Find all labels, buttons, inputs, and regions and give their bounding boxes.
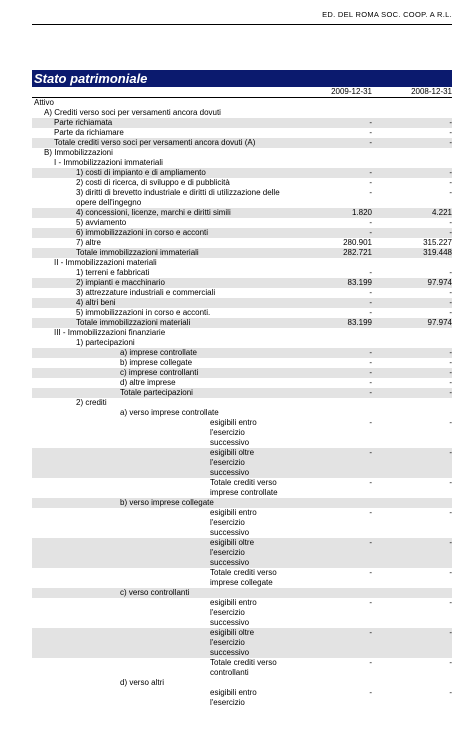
table-row [32, 478, 452, 498]
value-2008: - [374, 228, 452, 238]
value-2009: - [369, 688, 372, 697]
table-row [32, 588, 452, 598]
row-label: c) imprese controllanti [120, 368, 199, 377]
table-row [32, 108, 452, 118]
row-label-cell [32, 188, 290, 208]
row-label: 5) immobilizzazioni in corso e acconti. [76, 308, 211, 317]
value-2008: 319.448 [374, 248, 452, 258]
table-row [32, 598, 452, 628]
value-2009: - [369, 268, 372, 277]
row-label: Totale immobilizzazioni immateriali [76, 248, 199, 257]
row-label-cell [32, 418, 290, 448]
table-row [32, 688, 452, 708]
table-row [32, 148, 452, 158]
value-2009: - [290, 298, 374, 308]
value-2009: - [369, 308, 372, 317]
section-title: Stato patrimoniale [32, 70, 452, 87]
table-row [32, 258, 452, 268]
row-label-cell [32, 688, 290, 708]
value-2008: - [449, 288, 452, 297]
value-2009: - [290, 388, 374, 398]
row-label-cell [32, 338, 290, 348]
row-label: a) verso imprese controllate [120, 408, 219, 417]
value-2009 [290, 338, 374, 348]
table-row [32, 248, 452, 258]
row-label: 4) concessioni, licenze, marchi e diritti simili [76, 208, 231, 217]
value-2008 [374, 398, 452, 408]
table-row [32, 338, 452, 348]
row-label: B) Immobilizzazioni [44, 148, 113, 157]
value-2009: - [369, 478, 372, 487]
value-2008: 315.227 [423, 238, 452, 247]
column-header-2008: 2008-12-31 [374, 87, 452, 98]
row-label-cell [32, 658, 290, 678]
table-row [32, 498, 452, 508]
row-label-cell [32, 678, 290, 688]
value-2009: - [290, 348, 374, 358]
value-2009: - [290, 118, 374, 128]
value-2008: - [374, 538, 452, 568]
row-label: 3) diritti di brevetto industriale e diritti di utilizzazione delle opere dell'ingegno [76, 188, 280, 207]
table-row [32, 318, 452, 328]
value-2009 [290, 98, 374, 109]
row-label-cell [32, 498, 290, 508]
row-label: esigibili oltre l'esercizio successivo [210, 628, 255, 657]
row-label-cell [32, 318, 290, 328]
value-2009: 282.721 [290, 248, 374, 258]
table-row [32, 228, 452, 238]
row-label: esigibili entro l'esercizio successivo [210, 418, 257, 447]
row-label-cell [32, 398, 290, 408]
row-label: Parte richiamata [54, 118, 113, 127]
row-label-cell [32, 128, 290, 138]
row-label: 1) terreni e fabbricati [76, 268, 150, 277]
row-label-cell [32, 268, 290, 278]
value-2008: 97.974 [374, 278, 452, 288]
value-2009: - [290, 538, 374, 568]
value-2009: - [290, 168, 374, 178]
value-2008 [374, 328, 452, 338]
value-2008: 97.974 [374, 318, 452, 328]
table-row [32, 158, 452, 168]
value-2008 [374, 678, 452, 688]
row-label-cell [32, 238, 290, 248]
column-header-2009: 2009-12-31 [290, 87, 374, 98]
row-label: esigibili entro l'esercizio successivo [210, 598, 257, 627]
value-2009: - [369, 508, 372, 517]
row-label-cell [32, 138, 290, 148]
row-label-cell [32, 358, 290, 368]
table-row [32, 398, 452, 408]
value-2009: 280.901 [343, 238, 372, 247]
table-row [32, 538, 452, 568]
value-2008 [374, 98, 452, 109]
value-2009: - [369, 218, 372, 227]
value-2009: - [369, 658, 372, 667]
row-label: 3) attrezzature industriali e commerciali [76, 288, 216, 297]
table-row [32, 168, 452, 178]
table-row [32, 118, 452, 128]
table-row [32, 268, 452, 278]
table-row [32, 368, 452, 378]
row-label-cell [32, 538, 290, 568]
value-2009: - [290, 138, 374, 148]
value-2008: - [449, 688, 452, 697]
row-label: Attivo [34, 98, 55, 107]
row-label-cell [32, 118, 290, 128]
row-label-cell [32, 158, 290, 168]
row-label: Totale immobilizzazioni materiali [76, 318, 191, 327]
value-2009: - [369, 358, 372, 367]
value-2009: - [290, 228, 374, 238]
value-2008 [374, 338, 452, 348]
row-label: 2) impianti e macchinario [76, 278, 165, 287]
value-2008: - [374, 348, 452, 358]
value-2008 [374, 498, 452, 508]
row-label: c) verso controllanti [120, 588, 190, 597]
row-label-cell [32, 178, 290, 188]
row-label: A) Crediti verso soci per versamenti ancora dovuti [44, 108, 221, 117]
value-2009: - [369, 178, 372, 187]
value-2008: - [374, 388, 452, 398]
row-label: Totale partecipazioni [120, 388, 193, 397]
table-row [32, 448, 452, 478]
balance-sheet-table [32, 87, 452, 708]
value-2008 [374, 408, 452, 418]
header-rule [32, 24, 452, 25]
row-label-cell [32, 228, 290, 238]
row-label-cell [32, 508, 290, 538]
value-2008 [374, 158, 452, 168]
row-label: 2) costi di ricerca, di sviluppo e di pubblicità [76, 178, 230, 187]
table-row [32, 388, 452, 398]
table-row [32, 308, 452, 318]
table-row [32, 628, 452, 658]
row-label: d) verso altri [120, 678, 165, 687]
row-label: Totale crediti verso controllanti [210, 658, 277, 677]
value-2009: 1.820 [290, 208, 374, 218]
row-label: 5) avviamento [76, 218, 127, 227]
value-2008: - [374, 138, 452, 148]
value-2008 [374, 108, 452, 118]
value-2009 [290, 328, 374, 338]
row-label-cell [32, 368, 290, 378]
value-2008: - [449, 378, 452, 387]
row-label-cell [32, 218, 290, 228]
row-label-cell [32, 278, 290, 288]
value-2009 [290, 678, 374, 688]
row-label: Totale crediti verso imprese controllate [210, 478, 278, 497]
value-2008: - [449, 598, 452, 607]
row-label-cell [32, 348, 290, 358]
header-label-cell [32, 87, 290, 98]
row-label-cell [32, 328, 290, 338]
value-2009 [290, 158, 374, 168]
table-row [32, 238, 452, 248]
row-label: a) imprese controllate [120, 348, 197, 357]
value-2009 [290, 398, 374, 408]
row-label-cell [32, 378, 290, 388]
value-2008: - [449, 188, 452, 197]
row-label: Totale crediti verso soci per versamenti ancora dovuti (A) [54, 138, 256, 147]
row-label: b) imprese collegate [120, 358, 193, 367]
value-2008: - [449, 508, 452, 517]
row-label-cell [32, 208, 290, 218]
row-label-cell [32, 448, 290, 478]
table-row [32, 178, 452, 188]
table-row [32, 678, 452, 688]
value-2008: - [374, 448, 452, 478]
value-2009: - [290, 448, 374, 478]
row-label-cell [32, 148, 290, 158]
value-2008: - [374, 118, 452, 128]
row-label: esigibili oltre l'esercizio successivo [210, 448, 255, 477]
row-label-cell [32, 98, 290, 109]
value-2008 [374, 258, 452, 268]
value-2009 [290, 498, 374, 508]
table-row [32, 358, 452, 368]
row-label-cell [32, 248, 290, 258]
value-2009: 83.199 [290, 318, 374, 328]
row-label: d) altre imprese [120, 378, 176, 387]
value-2008: - [449, 178, 452, 187]
value-2008: - [374, 628, 452, 658]
row-label: esigibili entro l'esercizio [210, 688, 257, 707]
row-label: 7) altre [76, 238, 101, 247]
value-2009: - [290, 628, 374, 658]
value-2009: 83.199 [290, 278, 374, 288]
row-label-cell [32, 478, 290, 498]
row-label-cell [32, 588, 290, 598]
value-2008 [374, 588, 452, 598]
value-2008: - [449, 218, 452, 227]
table-row [32, 418, 452, 448]
row-label: esigibili oltre l'esercizio successivo [210, 538, 255, 567]
value-2008: - [374, 168, 452, 178]
value-2008: - [374, 298, 452, 308]
value-2008: - [449, 308, 452, 317]
row-label: 6) immobilizzazioni in corso e acconti [76, 228, 209, 237]
value-2009 [290, 108, 374, 118]
table-row [32, 128, 452, 138]
value-2009: - [290, 368, 374, 378]
row-label-cell [32, 388, 290, 398]
value-2008: - [449, 418, 452, 427]
table-row [32, 188, 452, 208]
row-label: b) verso imprese collegate [120, 498, 214, 507]
row-label-cell [32, 288, 290, 298]
row-label-cell [32, 298, 290, 308]
row-label: II - Immobilizzazioni materiali [54, 258, 157, 267]
table-row [32, 328, 452, 338]
row-label: 4) altri beni [76, 298, 116, 307]
row-label: I - Immobilizzazioni immateriali [54, 158, 163, 167]
row-label-cell [32, 628, 290, 658]
row-label: III - Immobilizzazioni finanziarie [54, 328, 166, 337]
value-2009: - [369, 378, 372, 387]
row-label: Totale crediti verso imprese collegate [210, 568, 277, 587]
row-label: 1) costi di impianto e di ampliamento [76, 168, 206, 177]
table-row [32, 508, 452, 538]
table-header-row [32, 87, 452, 98]
value-2008: - [449, 268, 452, 277]
value-2009 [290, 588, 374, 598]
row-label: 1) partecipazioni [76, 338, 135, 347]
row-label-cell [32, 308, 290, 318]
row-label-cell [32, 598, 290, 628]
table-row [32, 288, 452, 298]
value-2008 [374, 148, 452, 158]
row-label-cell [32, 408, 290, 418]
table-row [32, 568, 452, 588]
table-row [32, 408, 452, 418]
value-2008: - [449, 358, 452, 367]
table-row [32, 278, 452, 288]
row-label-cell [32, 168, 290, 178]
value-2009: - [369, 288, 372, 297]
value-2009: - [369, 598, 372, 607]
table-row [32, 138, 452, 148]
value-2009 [290, 258, 374, 268]
table-row [32, 348, 452, 358]
row-label-cell [32, 108, 290, 118]
row-label: Parte da richiamare [54, 128, 124, 137]
value-2009 [290, 408, 374, 418]
value-2008: - [449, 478, 452, 487]
row-label: esigibili entro l'esercizio successivo [210, 508, 257, 537]
value-2008: - [449, 128, 452, 137]
row-label: 2) crediti [76, 398, 107, 407]
row-label-cell [32, 568, 290, 588]
value-2008: 4.221 [374, 208, 452, 218]
table-row [32, 658, 452, 678]
company-name: ED. DEL ROMA SOC. COOP. A R.L. [322, 10, 452, 19]
value-2009: - [369, 188, 372, 197]
table-row [32, 208, 452, 218]
value-2008: - [449, 658, 452, 667]
value-2008: - [374, 368, 452, 378]
value-2009: - [369, 418, 372, 427]
value-2008: - [449, 568, 452, 577]
table-row [32, 298, 452, 308]
value-2009 [290, 148, 374, 158]
row-label-cell [32, 258, 290, 268]
value-2009: - [369, 128, 372, 137]
value-2009: - [369, 568, 372, 577]
table-row [32, 98, 452, 109]
table-row [32, 378, 452, 388]
table-row [32, 218, 452, 228]
